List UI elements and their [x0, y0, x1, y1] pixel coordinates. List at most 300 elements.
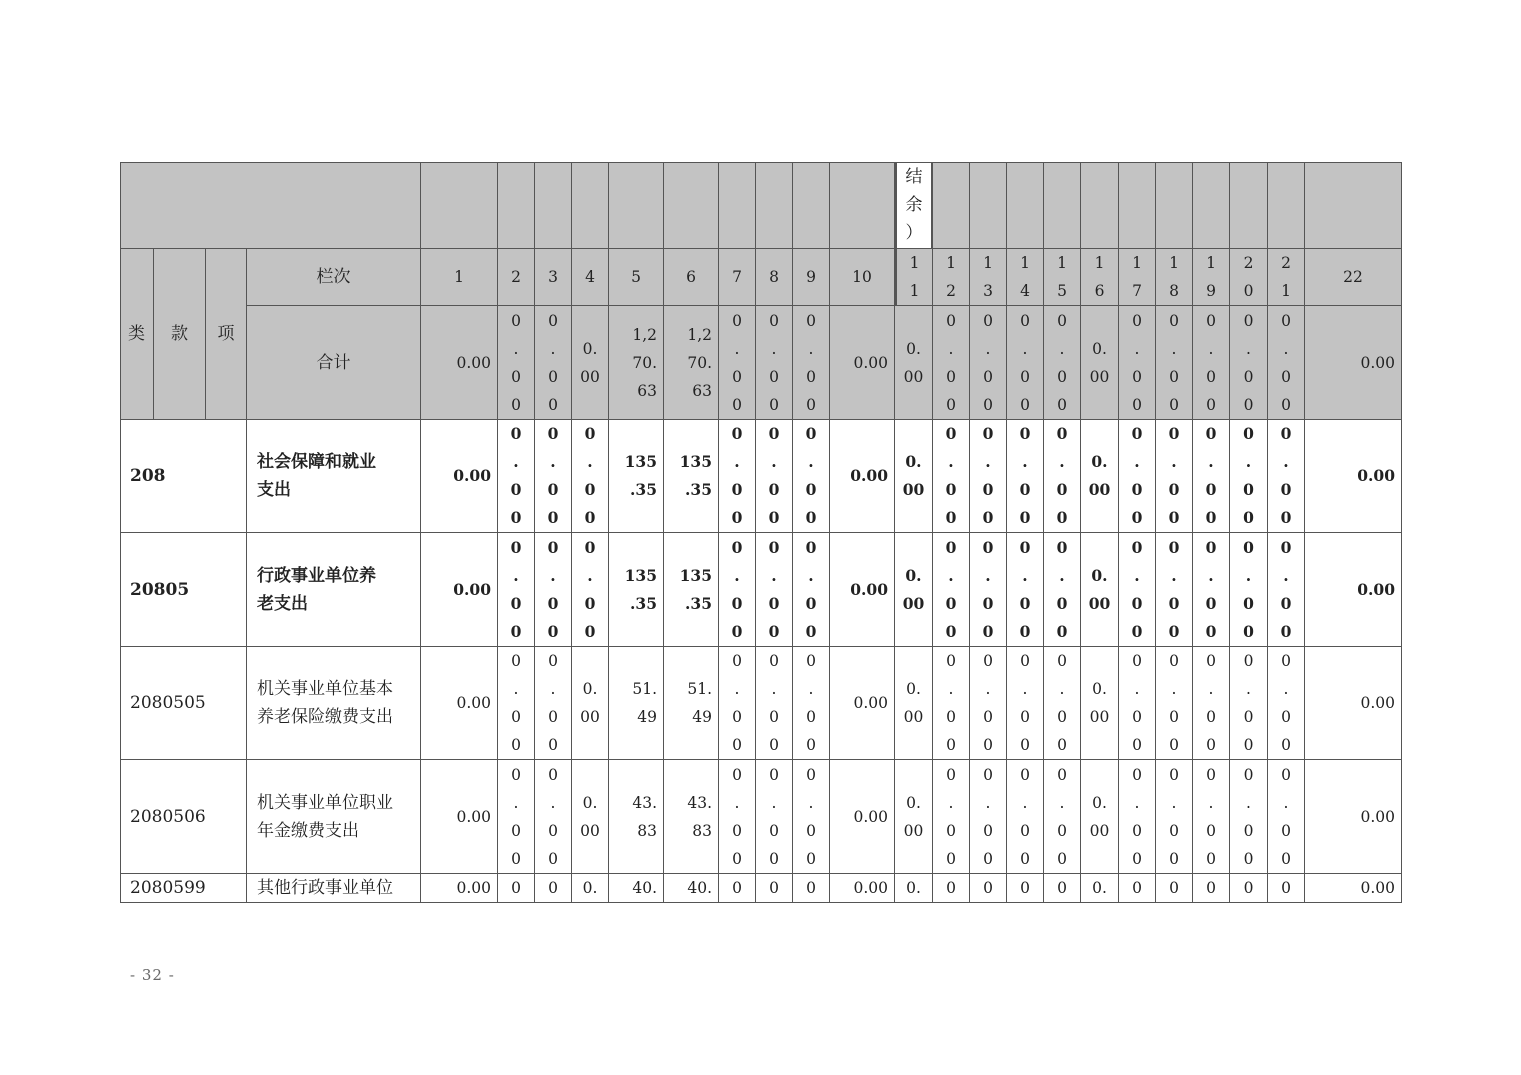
row-cell-col-15-text: 0 . 0 0	[1056, 537, 1068, 641]
total-col-5	[609, 306, 664, 420]
row-code-text: 2080506	[130, 806, 206, 827]
total-col-6	[664, 306, 719, 420]
row-cell-col-18	[1156, 760, 1193, 874]
row-cell-col-3-text: 0 . 0 0	[548, 765, 558, 868]
row-cell-col-9-text: 0 . 0 0	[806, 652, 816, 754]
column-number-2	[498, 249, 535, 306]
row-cell-col-13-text: 0 . 0 0	[982, 424, 994, 527]
row-cell-col-10	[830, 647, 895, 760]
row-cell-col-4-text: 0 . 0 0	[584, 537, 596, 641]
row-cell-col-14-text: 0 . 0 0	[1020, 765, 1030, 868]
row-cell-col-7-text: 0 . 0 0	[732, 652, 742, 754]
total-col-20	[1230, 306, 1268, 420]
row-cell-col-15	[1044, 647, 1081, 760]
row-cell-col-13	[970, 533, 1007, 647]
row-cell-col-8	[756, 533, 793, 647]
row-cell-col-3	[535, 760, 572, 874]
total-label	[247, 306, 421, 420]
row-cell-col-6-text: 43. 83	[687, 793, 712, 840]
row-cell-col-5	[609, 533, 664, 647]
row-cell-col-10-text: 0.00	[853, 807, 888, 826]
row-code	[120, 874, 247, 903]
total-col-14	[1007, 306, 1044, 420]
row-cell-col-2-text: 0 . 0 0	[511, 652, 521, 754]
total-col-11	[895, 306, 933, 420]
row-cell-col-19	[1193, 420, 1230, 533]
total-col-21-text: 0 . 0 0	[1281, 311, 1291, 414]
row-cell-col-11-text: 0. 00	[903, 680, 924, 726]
column-number-14	[1007, 249, 1044, 306]
header-col-16	[1081, 162, 1119, 249]
header-col-19	[1193, 162, 1230, 249]
row-cell-col-4-text: 0. 00	[580, 680, 600, 726]
row-cell-col-9	[793, 420, 830, 533]
header-col-5	[609, 162, 664, 249]
row-cell-col-22	[1305, 647, 1402, 760]
total-col-10	[830, 306, 895, 420]
total-col-2	[498, 306, 535, 420]
total-col-18	[1156, 306, 1193, 420]
header-col-7	[719, 162, 756, 249]
row-cell-col-19-text: 0 . 0 0	[1206, 765, 1216, 868]
row-cell-col-7-text: 0	[732, 879, 742, 897]
row-cell-col-21	[1268, 533, 1305, 647]
row-cell-col-8	[756, 420, 793, 533]
row-cell-col-11-text: 0. 00	[903, 793, 924, 840]
row-cell-col-21-text: 0 . 0 0	[1280, 424, 1292, 527]
row-cell-col-4-text: 0 . 0 0	[584, 424, 596, 527]
total-col-21	[1268, 306, 1305, 420]
row-cell-col-7	[719, 760, 756, 874]
row-cell-col-19-text: 0 . 0 0	[1205, 424, 1217, 527]
total-col-20-text: 0 . 0 0	[1243, 311, 1254, 414]
row-cell-col-21-text: 0 . 0 0	[1281, 652, 1291, 754]
row-cell-col-1-text: 0.00	[456, 879, 491, 897]
row-cell-col-16-text: 0. 00	[1089, 680, 1110, 726]
row-cell-col-12	[933, 533, 970, 647]
header-xiang-text: 项	[217, 324, 235, 344]
row-cell-col-21-text: 0	[1281, 879, 1291, 897]
column-number-16	[1081, 249, 1119, 306]
row-cell-col-9-text: 0 . 0 0	[806, 765, 816, 868]
column-number-7-text: 7	[732, 268, 742, 286]
row-cell-col-3	[535, 647, 572, 760]
row-cell-col-10-text: 0.00	[850, 579, 888, 599]
row-cell-col-12-text: 0 . 0 0	[946, 765, 956, 868]
row-cell-col-3-text: 0	[548, 879, 558, 897]
row-cell-col-8-text: 0 . 0 0	[768, 424, 780, 527]
row-name-text: 机关事业单位职业 年金缴费支出	[257, 792, 393, 841]
row-cell-col-6	[664, 533, 719, 647]
row-cell-col-19	[1193, 760, 1230, 874]
row-cell-col-22	[1305, 760, 1402, 874]
total-col-3-text: 0 . 0 0	[548, 311, 558, 414]
row-cell-col-6	[664, 647, 719, 760]
row-cell-col-19-text: 0	[1206, 879, 1216, 897]
row-cell-col-5-text: 51. 49	[632, 680, 657, 726]
header-col-4	[572, 162, 609, 249]
row-cell-col-5	[609, 760, 664, 874]
row-cell-col-7	[719, 647, 756, 760]
column-number-19	[1193, 249, 1230, 306]
header-col-8	[756, 162, 793, 249]
row-cell-col-17-text: 0	[1132, 879, 1142, 897]
column-number-11-text: 1 1	[909, 254, 920, 300]
row-cell-col-5	[609, 874, 664, 903]
row-cell-col-18-text: 0 . 0 0	[1168, 537, 1180, 641]
row-cell-col-16-text: 0. 00	[1088, 452, 1111, 499]
row-cell-col-14	[1007, 760, 1044, 874]
column-numbers-label	[247, 249, 421, 306]
header-col-10	[830, 162, 895, 249]
row-cell-col-9	[793, 760, 830, 874]
row-cell-col-17-text: 0 . 0 0	[1131, 424, 1143, 527]
column-number-21-text: 2 1	[1281, 254, 1291, 300]
row-cell-col-8	[756, 760, 793, 874]
row-cell-col-15-text: 0	[1057, 879, 1067, 897]
row-name	[247, 647, 421, 760]
column-number-16-text: 1 6	[1094, 254, 1105, 300]
row-cell-col-18-text: 0 . 0 0	[1168, 424, 1180, 527]
row-cell-col-15	[1044, 874, 1081, 903]
header-blank-left	[120, 162, 421, 249]
header-col-22	[1305, 162, 1402, 249]
row-cell-col-3-text: 0 . 0 0	[548, 652, 558, 754]
row-cell-col-17	[1119, 420, 1156, 533]
row-cell-col-11	[895, 533, 933, 647]
row-cell-col-11-text: 0.	[906, 879, 921, 897]
page-number: - 32 -	[130, 966, 175, 984]
row-cell-col-14	[1007, 874, 1044, 903]
total-col-17-text: 0 . 0 0	[1132, 311, 1142, 414]
row-cell-col-2	[498, 760, 535, 874]
row-cell-col-21	[1268, 760, 1305, 874]
row-cell-col-13-text: 0	[983, 879, 993, 897]
row-cell-col-4	[572, 420, 609, 533]
header-col-20	[1230, 162, 1268, 249]
column-number-3	[535, 249, 572, 306]
column-number-15	[1044, 249, 1081, 306]
total-col-9-text: 0 . 0 0	[806, 311, 816, 414]
column-number-10-text: 10	[852, 268, 872, 286]
column-number-6-text: 6	[686, 268, 696, 286]
row-cell-col-22-text: 0.00	[1360, 879, 1395, 897]
row-name	[247, 874, 421, 903]
row-name-text: 社会保障和就业 支出	[257, 452, 376, 500]
row-cell-col-21	[1268, 420, 1305, 533]
row-cell-col-6-text: 135 .35	[679, 565, 712, 613]
total-col-13-text: 0 . 0 0	[983, 311, 993, 414]
row-cell-col-1	[421, 874, 498, 903]
total-col-5-text: 1,2 70. 63	[632, 325, 657, 400]
row-cell-col-22	[1305, 533, 1402, 647]
column-number-9	[793, 249, 830, 306]
row-cell-col-8	[756, 647, 793, 760]
row-cell-col-2-text: 0 . 0 0	[510, 424, 522, 527]
row-cell-col-3	[535, 874, 572, 903]
row-cell-col-11-text: 0. 00	[902, 565, 925, 613]
row-cell-col-15-text: 0 . 0 0	[1056, 424, 1068, 527]
row-cell-col-20-text: 0 . 0 0	[1243, 765, 1254, 868]
column-number-14-text: 1 4	[1020, 254, 1030, 300]
header-lei-text: 类	[128, 324, 145, 344]
column-number-18	[1156, 249, 1193, 306]
column-number-20	[1230, 249, 1268, 306]
row-code	[120, 647, 247, 760]
total-col-12-text: 0 . 0 0	[946, 311, 956, 414]
row-cell-col-1	[421, 420, 498, 533]
header-col-3	[535, 162, 572, 249]
total-col-8-text: 0 . 0 0	[769, 311, 779, 414]
row-cell-col-21	[1268, 647, 1305, 760]
column-number-20-text: 2 0	[1243, 254, 1254, 300]
row-cell-col-14-text: 0 . 0 0	[1019, 424, 1031, 527]
header-col-9	[793, 162, 830, 249]
header-lei	[120, 249, 154, 420]
row-name-text: 其他行政事业单位	[257, 878, 393, 898]
row-cell-col-4	[572, 647, 609, 760]
row-cell-col-18	[1156, 420, 1193, 533]
row-cell-col-15-text: 0 . 0 0	[1057, 652, 1067, 754]
row-cell-col-21	[1268, 874, 1305, 903]
total-col-19-text: 0 . 0 0	[1206, 311, 1216, 414]
row-cell-col-19	[1193, 647, 1230, 760]
row-cell-col-21-text: 0 . 0 0	[1280, 537, 1292, 641]
row-cell-col-16	[1081, 533, 1119, 647]
column-number-8	[756, 249, 793, 306]
row-cell-col-18	[1156, 874, 1193, 903]
row-cell-col-14-text: 0 . 0 0	[1019, 537, 1031, 641]
header-col-11	[895, 162, 933, 249]
row-cell-col-12	[933, 647, 970, 760]
row-cell-col-20-text: 0 . 0 0	[1243, 652, 1254, 754]
row-cell-col-18	[1156, 533, 1193, 647]
row-cell-col-9-text: 0 . 0 0	[805, 537, 817, 641]
row-cell-col-7-text: 0 . 0 0	[732, 765, 742, 868]
row-cell-col-16-text: 0. 00	[1089, 793, 1110, 840]
row-cell-col-12	[933, 874, 970, 903]
row-code-text: 2080599	[130, 878, 206, 898]
row-cell-col-6	[664, 874, 719, 903]
row-cell-col-20	[1230, 760, 1268, 874]
row-cell-col-16	[1081, 874, 1119, 903]
row-cell-col-1	[421, 647, 498, 760]
row-cell-col-2-text: 0 . 0 0	[510, 537, 522, 641]
row-cell-col-3	[535, 420, 572, 533]
row-cell-col-8-text: 0 . 0 0	[769, 765, 779, 868]
row-cell-col-4	[572, 760, 609, 874]
total-col-2-text: 0 . 0 0	[511, 311, 521, 414]
row-cell-col-5	[609, 647, 664, 760]
row-cell-col-17-text: 0 . 0 0	[1132, 765, 1142, 868]
total-col-9	[793, 306, 830, 420]
row-cell-col-20-text: 0	[1243, 879, 1254, 897]
row-cell-col-1	[421, 533, 498, 647]
row-cell-col-1-text: 0.00	[453, 466, 491, 485]
column-number-6	[664, 249, 719, 306]
row-cell-col-12-text: 0	[946, 879, 956, 897]
row-cell-col-3-text: 0 . 0 0	[547, 537, 559, 641]
total-col-15	[1044, 306, 1081, 420]
row-cell-col-8-text: 0 . 0 0	[769, 652, 779, 754]
column-number-17	[1119, 249, 1156, 306]
row-cell-col-4-text: 0.	[582, 879, 598, 897]
row-cell-col-7-text: 0 . 0 0	[731, 537, 743, 641]
column-number-12-text: 1 2	[946, 254, 956, 300]
header-col-14	[1007, 162, 1044, 249]
row-name	[247, 760, 421, 874]
column-number-13	[970, 249, 1007, 306]
column-number-1-text: 1	[454, 268, 464, 286]
row-cell-col-18-text: 0	[1169, 879, 1179, 897]
row-cell-col-22-text: 0.00	[1357, 579, 1395, 599]
row-code-text: 20805	[130, 579, 190, 600]
row-cell-col-17	[1119, 760, 1156, 874]
row-cell-col-22-text: 0.00	[1360, 807, 1395, 826]
header-col-17	[1119, 162, 1156, 249]
row-cell-col-16-text: 0.	[1092, 879, 1107, 897]
row-cell-col-19	[1193, 874, 1230, 903]
row-cell-col-20	[1230, 874, 1268, 903]
row-cell-col-10-text: 0.00	[853, 694, 888, 712]
header-col-21	[1268, 162, 1305, 249]
row-cell-col-4	[572, 874, 609, 903]
header-col-18	[1156, 162, 1193, 249]
row-cell-col-19	[1193, 533, 1230, 647]
column-number-5-text: 5	[631, 268, 641, 286]
row-cell-col-9-text: 0 . 0 0	[805, 424, 817, 527]
row-cell-col-2	[498, 647, 535, 760]
total-col-4	[572, 306, 609, 420]
total-col-11-text: 0. 00	[903, 339, 924, 386]
row-cell-col-14	[1007, 533, 1044, 647]
row-cell-col-4	[572, 533, 609, 647]
row-cell-col-2	[498, 874, 535, 903]
row-code	[120, 760, 247, 874]
row-cell-col-13	[970, 647, 1007, 760]
header-col-6	[664, 162, 719, 249]
row-cell-col-15	[1044, 760, 1081, 874]
row-cell-col-7	[719, 420, 756, 533]
row-cell-col-12-text: 0 . 0 0	[946, 652, 956, 754]
row-cell-col-18	[1156, 647, 1193, 760]
row-cell-col-7-text: 0 . 0 0	[731, 424, 743, 527]
row-cell-col-14	[1007, 647, 1044, 760]
column-number-4	[572, 249, 609, 306]
header-col-15	[1044, 162, 1081, 249]
row-cell-col-5-text: 43. 83	[632, 793, 657, 840]
total-col-16-text: 0. 00	[1089, 339, 1110, 386]
total-col-7	[719, 306, 756, 420]
row-cell-col-9-text: 0	[806, 879, 816, 897]
total-col-22	[1305, 306, 1402, 420]
column-number-10	[830, 249, 895, 306]
row-cell-col-11	[895, 420, 933, 533]
row-cell-col-5-text: 135 .35	[624, 565, 657, 613]
row-cell-col-2	[498, 420, 535, 533]
row-code-text: 208	[130, 466, 166, 486]
column-number-18-text: 1 8	[1169, 254, 1179, 300]
row-cell-col-20	[1230, 647, 1268, 760]
row-cell-col-10	[830, 760, 895, 874]
row-cell-col-2-text: 0	[511, 879, 521, 897]
row-cell-col-22	[1305, 420, 1402, 533]
row-cell-col-5	[609, 420, 664, 533]
header-col-12	[933, 162, 970, 249]
row-cell-col-17	[1119, 647, 1156, 760]
header-col-2	[498, 162, 535, 249]
row-cell-col-16-text: 0. 00	[1088, 565, 1111, 613]
row-cell-col-3	[535, 533, 572, 647]
row-cell-col-6-text: 40.	[687, 879, 712, 897]
total-label-text: 合计	[316, 352, 351, 373]
row-cell-col-20-text: 0 . 0 0	[1243, 424, 1254, 527]
row-cell-col-6	[664, 420, 719, 533]
row-cell-col-7	[719, 874, 756, 903]
total-col-1-text: 0.00	[456, 353, 491, 372]
row-cell-col-8-text: 0	[769, 879, 779, 897]
row-cell-col-14-text: 0 . 0 0	[1020, 652, 1030, 754]
row-cell-col-12	[933, 760, 970, 874]
row-cell-col-11	[895, 647, 933, 760]
header-xiang	[206, 249, 247, 420]
total-col-16	[1081, 306, 1119, 420]
row-cell-col-10	[830, 874, 895, 903]
total-col-14-text: 0 . 0 0	[1020, 311, 1030, 414]
total-col-3	[535, 306, 572, 420]
total-col-19	[1193, 306, 1230, 420]
row-cell-col-5-text: 40.	[632, 879, 657, 897]
row-cell-col-10	[830, 420, 895, 533]
row-cell-col-6-text: 51. 49	[687, 680, 712, 726]
row-cell-col-6-text: 135 .35	[679, 452, 712, 499]
header-kuan-text: 款	[171, 324, 188, 344]
total-col-17	[1119, 306, 1156, 420]
row-cell-col-10-text: 0.00	[853, 879, 888, 897]
row-cell-col-12-text: 0 . 0 0	[945, 424, 957, 527]
row-cell-col-4-text: 0. 00	[580, 793, 600, 840]
column-number-15-text: 1 5	[1057, 254, 1067, 300]
row-cell-col-21-text: 0 . 0 0	[1281, 765, 1291, 868]
row-cell-col-19-text: 0 . 0 0	[1205, 537, 1217, 641]
row-cell-col-2-text: 0 . 0 0	[511, 765, 521, 868]
total-col-6-text: 1,2 70. 63	[687, 325, 712, 400]
row-code-text: 2080505	[130, 693, 206, 713]
row-cell-col-17-text: 0 . 0 0	[1131, 537, 1143, 641]
row-cell-col-12	[933, 420, 970, 533]
row-cell-col-16	[1081, 760, 1119, 874]
total-col-8	[756, 306, 793, 420]
row-cell-col-17	[1119, 874, 1156, 903]
row-cell-col-3-text: 0 . 0 0	[547, 424, 559, 527]
row-cell-col-9	[793, 874, 830, 903]
row-name	[247, 420, 421, 533]
row-cell-col-18-text: 0 . 0 0	[1169, 652, 1179, 754]
row-cell-col-15	[1044, 420, 1081, 533]
row-cell-col-13-text: 0 . 0 0	[983, 652, 993, 754]
row-cell-col-22-text: 0.00	[1360, 694, 1395, 712]
row-cell-col-13	[970, 420, 1007, 533]
total-col-7-text: 0 . 0 0	[732, 311, 742, 414]
total-col-12	[933, 306, 970, 420]
row-cell-col-16	[1081, 647, 1119, 760]
row-cell-col-5-text: 135 .35	[624, 452, 657, 499]
row-cell-col-13	[970, 874, 1007, 903]
row-cell-col-18-text: 0 . 0 0	[1169, 765, 1179, 868]
row-cell-col-12-text: 0 . 0 0	[945, 537, 957, 641]
row-code	[120, 533, 247, 647]
column-number-12	[933, 249, 970, 306]
